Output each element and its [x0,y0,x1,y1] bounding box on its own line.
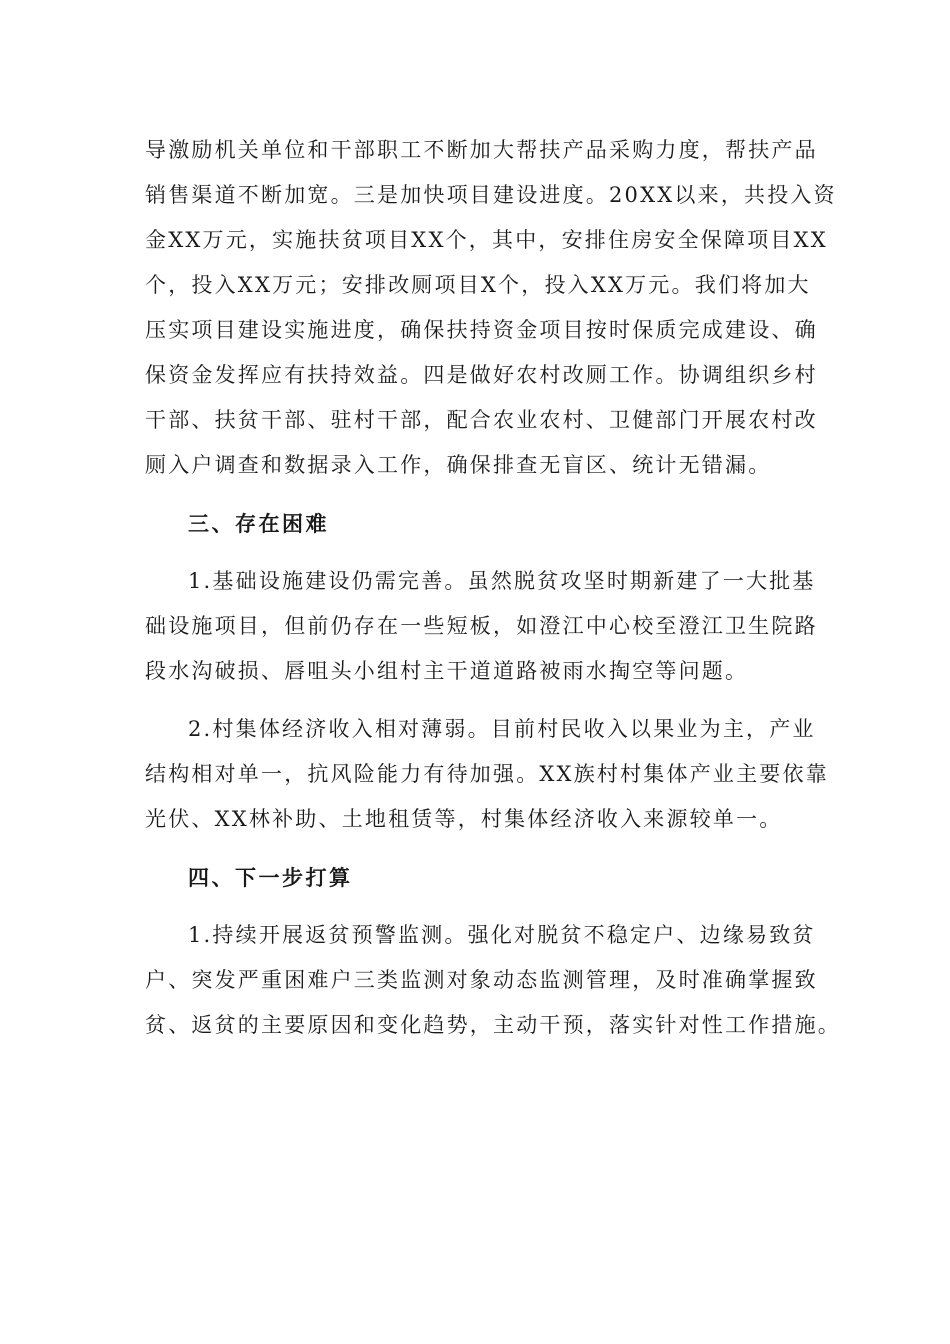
text-line: 导激励机关单位和干部职工不断加大帮扶产品采购力度，帮扶产品 [145,138,818,162]
paragraph [145,707,829,842]
text-line: 干部、扶贫干部、驻村干部，配合农业农村、卫健部门开展农村改 [145,408,818,432]
text-line: 户、突发严重困难户三类监测对象动态监测管理，及时准确掌握致 [145,968,818,992]
text-line: 1.基础设施建设仍需完善。虽然脱贫攻坚时期新建了一大批基 [188,569,816,593]
text-line: 销售渠道不断加宽。三是加快项目建设进度。20XX以来，共投入资 [145,183,837,207]
paragraph [145,128,837,488]
text-line: 保资金发挥应有扶持效益。四是做好农村改厕工作。协调组织乡村 [145,363,818,387]
document-body [145,128,841,1048]
paragraph [145,913,841,1048]
paragraph [145,559,818,694]
text-line: 压实项目建设实施进度，确保扶持资金项目按时保质完成建设、确 [145,318,818,342]
text-line: 厕入户调查和数据录入工作，确保排查无盲区、统计无错漏。 [145,453,772,477]
text-line: 2.村集体经济收入相对薄弱。目前村民收入以果业为主，产业 [188,717,816,741]
text-line: 金XX万元，实施扶贫项目XX个，其中，安排住房安全保障项目XX [145,228,828,252]
section-heading: 四、下一步打算 [188,865,353,890]
text-line: 础设施项目，但前仍存在一些短板，如澄江中心校至澄江卫生院路 [145,614,818,638]
text-line: 光伏、XX林补助、土地租赁等，村集体经济收入来源较单一。 [145,807,783,831]
text-line: 贫、返贫的主要原因和变化趋势，主动干预，落实针对性工作措施。 [145,1013,841,1037]
text-line: 个，投入XX万元；安排改厕项目X个，投入XX万元。我们将加大 [145,273,811,297]
section-heading: 三、存在困难 [188,511,329,536]
text-line: 段水沟破损、唇咀头小组村主干道道路被雨水掏空等问题。 [145,659,749,683]
text-line: 结构相对单一，抗风险能力有待加强。XX族村村集体产业主要依靠 [145,762,829,786]
text-line: 1.持续开展返贫预警监测。强化对脱贫不稳定户、边缘易致贫 [188,923,816,947]
